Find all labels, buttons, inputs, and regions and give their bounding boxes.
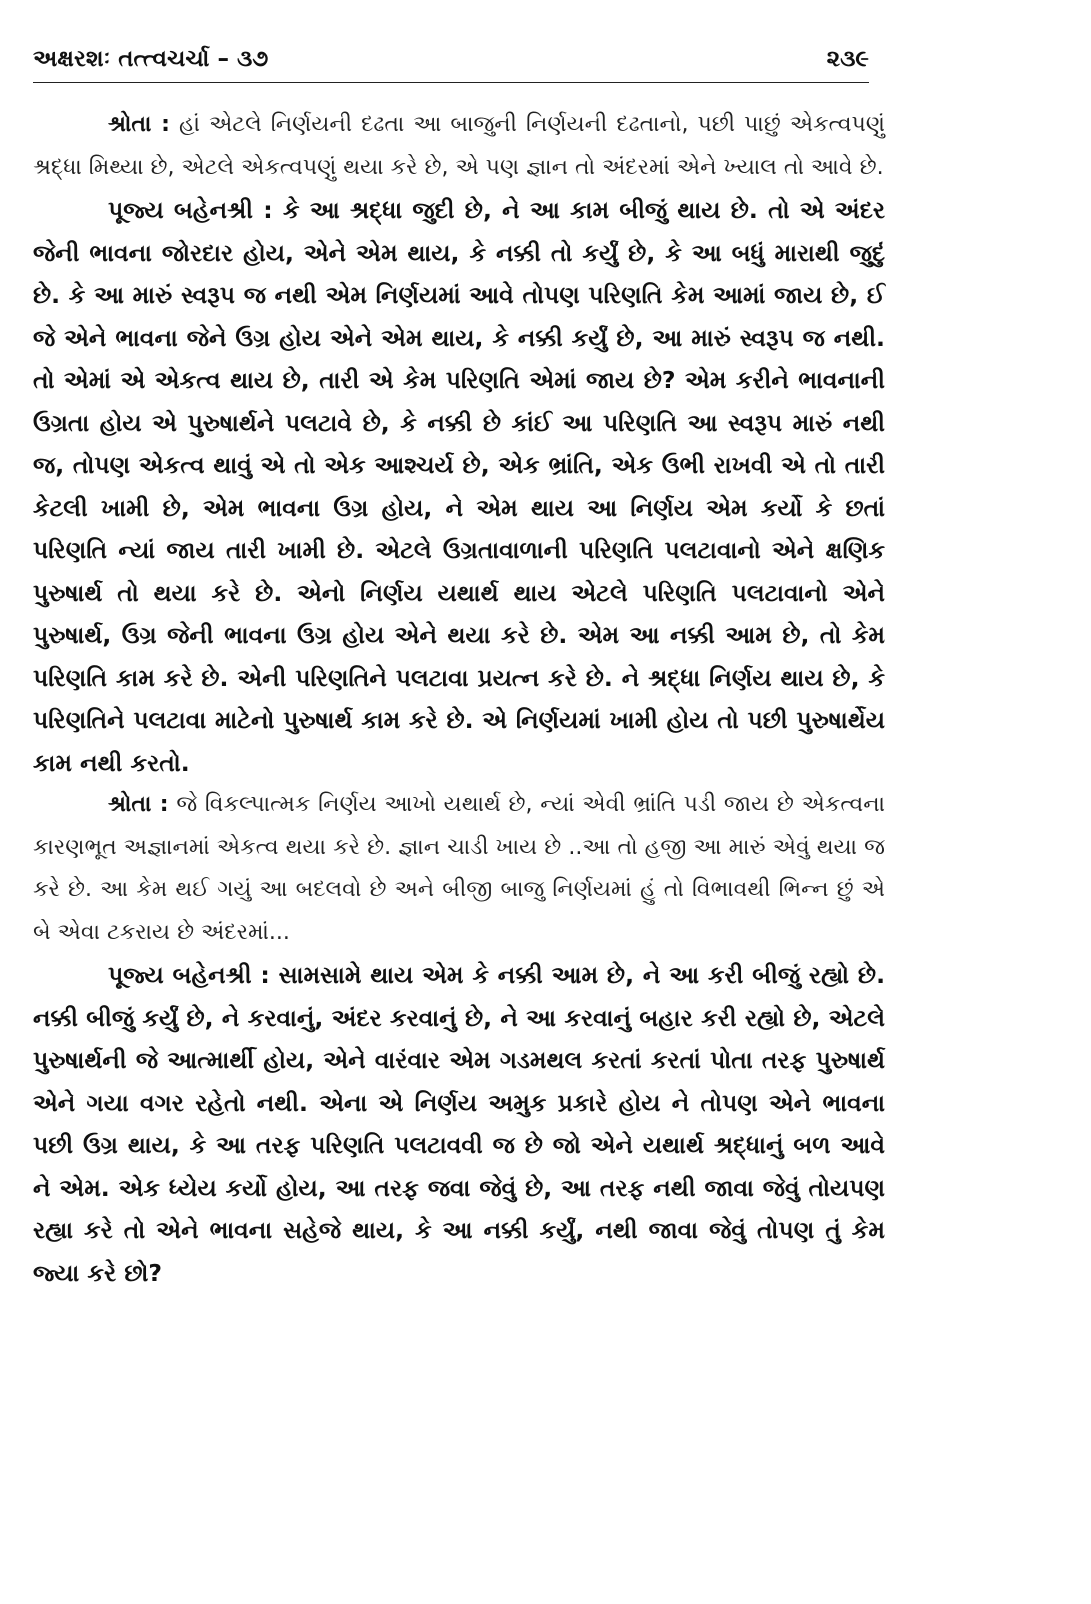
speaker-label: પૂજ્ય બહેનશ્રી : [108,196,273,224]
body-text [33,104,885,1294]
paragraph-text: જે વિકલ્પાત્મક નિર્ણય આખો યથાર્થ છે, ન્યાં એવી ભ્રાંતિ પડી જાય છે એકત્વના કારણભૂત અજ્ઞાનમાં એકત્વ થયા કરે છે. જ્ઞાન ચાડી ખાય છે ..આ તો હજી આ મારું એવું થયા જ કરે છે. આ કેમ થઈ ગયું આ બદલવો છે અને બીજી બાજુ નિર્ણયમાં હું તો વિભાવથી ભિન્ન છું એ બે એવા ટકરાય છે અંદરમાં... [33,792,885,945]
running-header [33,46,869,82]
paragraph-listener-1 [33,104,885,189]
paragraph-text: કે આ શ્રદ્ધા જુદી છે, ને આ કામ બીજું થાય છે. તો એ અંદર જેની ભાવના જોરદાર હોય, એને એમ થાય, કે નક્કી તો કર્યું છે, કે આ બધું મારાથી જુદું છે. કે આ મારું સ્વરૂપ જ નથી એમ નિર્ણયમાં આવે તોપણ પરિણતિ કેમ આમાં જાય છે, ઈ જે એને ભાવના જેને ઉગ્ર હોય એને એમ થાય, કે નક્કી કર્યું છે, આ મારું સ્વરૂપ જ નથી. તો એમાં એ એકત્વ થાય છે, તારી એ કેમ પરિણતિ એમાં જાય છે? એમ કરીને ભાવનાની ઉગ્રતા હોય એ પુરુષાર્થને પલટાવે છે, કે નક્કી છે કાંઈ આ પરિણતિ આ સ્વરૂપ મારું નથી જ, તોપણ એકત્વ થાવું એ તો એક આશ્ચર્ય છે, એક ભ્રાંતિ, એક ઉભી રાખવી એ તો તારી કેટલી ખામી છે, એમ ભાવના ઉગ્ર હોય, ને એમ થાય આ નિર્ણય એમ કર્યો કે છતાં પરિણતિ ન્યાં જાય તારી ખામી છે. એટલે ઉગ્રતાવાળાની પરિણતિ પલટાવાનો એને ક્ષણિક પુરુષાર્થ તો થયા કરે છે. એનો નિર્ણય યથાર્થ થાય એટલે પરિણતિ પલટાવાનો એને પુરુષાર્થ, ઉગ્ર જેની ભાવના ઉગ્ર હોય એને થયા કરે છે. એમ આ નક્કી આમ છે, તો કેમ પરિણતિ કામ કરે છે. એની પરિણતિને પલટાવા પ્રયત્ન કરે છે. ને શ્રદ્ધા નિર્ણય થાય છે, કે પરિણતિને પલટાવા માટેનો પુરુષાર્થ કામ કરે છે. એ નિર્ણયમાં ખામી હોય તો પછી પુરુષાર્થેય કામ નથી કરતો. [33,196,886,777]
speaker-label: શ્રોતા : [108,792,169,817]
header-divider [33,82,869,83]
paragraph-bahenshri-2 [33,954,885,1294]
paragraph-text: સામસામે થાય એમ કે નક્કી આમ છે, ને આ કરી બીજું રહ્યો છે. નક્કી બીજું કર્યું છે, ને કરવાનું, અંદર કરવાનું છે, ને આ કરવાનું બહાર કરી રહ્યો છે, એટલે પુરુષાર્થની જે આત્માર્થી હોય, એને વારંવાર એમ ગડમથલ કરતાં કરતાં પોતા તરફ પુરુષાર્થ એને ગયા વગર રહેતો નથી. એના એ નિર્ણય અમુક પ્રકારે હોય ને તોપણ એને ભાવના પછી ઉગ્ર થાય, કે આ તરફ પરિણતિ પલટાવવી જ છે જો એને યથાર્થ શ્રદ્ધાનું બળ આવે ને એમ. એક ધ્યેય કર્યો હોય, આ તરફ જવા જેવું છે, આ તરફ નથી જાવા જેવું તોયપણ રહ્યા કરે તો એને ભાવના સહેજે થાય, કે આ નક્કી કર્યું, નથી જાવા જેવું તોપણ તું કેમ જ્યા કરે છો? [33,961,885,1287]
page-number: ૨૩૯ [826,46,869,72]
speaker-label: શ્રોતા : [108,112,170,137]
paragraph-text: હાં એટલે નિર્ણયની દઢતા આ બાજુની નિર્ણયની દઢતાનો, પછી પાછું એકત્વપણું શ્રદ્ધા મિથ્યા છે, એટલે એકત્વપણું થયા કરે છે, એ પણ જ્ઞાન તો અંદરમાં એને ખ્યાલ તો આવે છે. [33,112,885,180]
speaker-label: પૂજ્ય બહેનશ્રી : [108,961,270,989]
paragraph-bahenshri-1 [33,189,885,784]
running-title: અક્ષરશઃ તત્ત્વચર્ચા – ૩૭ [33,46,269,72]
paragraph-listener-2 [33,784,885,954]
